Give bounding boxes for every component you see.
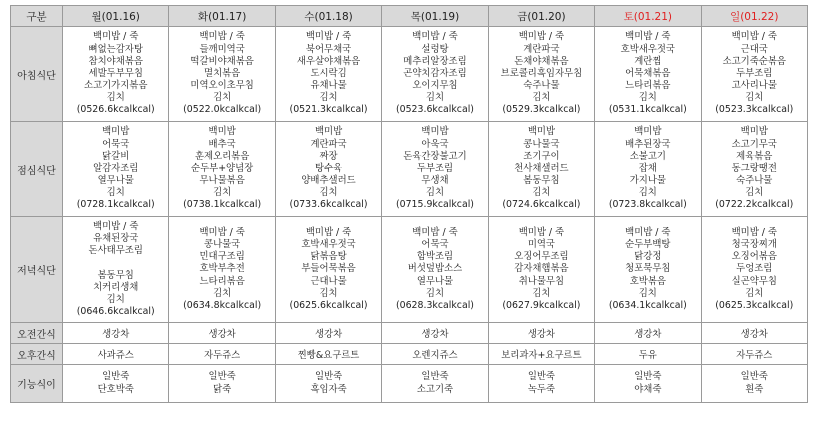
menu-item: 북어무채국 — [305, 43, 352, 55]
menu-item: 김치 — [425, 187, 445, 199]
lunch-cell-tue — [169, 122, 275, 217]
menu-item: 김치 — [532, 187, 551, 199]
menu-item: 멸치볶음 — [204, 67, 241, 79]
menu-item: (0526.6kcalkcal) — [76, 104, 155, 116]
menu-item: 돈채야채볶음 — [514, 55, 569, 67]
lunch-cell-sat — [595, 122, 701, 217]
menu-item: 백미밥 — [527, 126, 555, 138]
menu-item: 김치 — [638, 187, 657, 199]
menu-item: 어묵채볶음 — [625, 67, 671, 79]
menu-item: 일반죽 — [208, 371, 236, 383]
menu-item: 잡채 — [638, 162, 657, 174]
dinner-cell-wed — [275, 217, 381, 323]
menu-item: 양배추샐러드 — [301, 175, 356, 187]
menu-item: 백미밥 — [421, 126, 449, 138]
am-snack-row — [11, 323, 808, 344]
menu-item: 천사채샐러드 — [514, 162, 569, 174]
menu-item: 소고기죽순볶음 — [722, 55, 786, 67]
day-header-wed: 수(01.18) — [275, 6, 381, 27]
menu-item: 호박새우젓국 — [620, 43, 675, 55]
menu-item: 단호박죽 — [97, 383, 134, 395]
menu-item: 두부조림 — [736, 67, 773, 79]
menu-item: 백미밥 / 죽 — [93, 31, 139, 43]
menu-item: 녹두죽 — [527, 383, 555, 395]
menu-item: 백미밥 — [102, 126, 130, 138]
menu-item: (0627.9kcalkcal) — [502, 299, 581, 311]
lunch-row — [11, 122, 808, 217]
menu-item: 제육볶음 — [736, 150, 773, 162]
menu-item: 소고기가지볶음 — [84, 80, 148, 92]
menu-item: 백미밥 / 죽 — [412, 226, 458, 238]
menu-item: 김치 — [425, 287, 445, 299]
am-snack-cell-mon: 생강차 — [63, 323, 169, 344]
menu-item: 열무나물 — [97, 175, 134, 187]
weekly-menu-table — [10, 5, 808, 403]
menu-item: 미역국 — [527, 239, 555, 251]
lunch-cell-thu — [382, 122, 488, 217]
menu-item: 근대나물 — [310, 275, 347, 287]
pm-snack-row-label: 오후간식 — [11, 344, 63, 365]
menu-item: 유채나물 — [310, 80, 347, 92]
am-snack-row-label: 오전간식 — [11, 323, 63, 344]
menu-item: 계란파국 — [310, 138, 347, 150]
menu-item: 민대구조림 — [199, 251, 245, 263]
am-snack-cell-thu: 생강차 — [382, 323, 488, 344]
dinner-row-label: 저녁식단 — [11, 217, 63, 323]
day-header-mon: 월(01.16) — [63, 6, 169, 27]
menu-item: 감자채햄볶음 — [514, 263, 569, 275]
menu-item: 백미밥 — [740, 126, 768, 138]
menu-item: 김치 — [106, 187, 125, 199]
menu-item: 새우살야채볶음 — [296, 55, 361, 67]
special-cell-mon — [63, 365, 169, 403]
menu-item: 흑임자죽 — [310, 383, 347, 395]
menu-item: 김치 — [319, 92, 338, 104]
menu-item: 김치 — [745, 92, 764, 104]
menu-item: 봄동무침 — [523, 175, 560, 187]
menu-item: 청국장찌개 — [731, 239, 777, 251]
menu-item: (0628.3kcalkcal) — [395, 299, 474, 311]
menu-item: 뼈없는감자탕 — [88, 43, 143, 55]
menu-item: (0625.3kcalkcal) — [715, 299, 794, 311]
menu-item: (0733.6kcalkcal) — [289, 199, 368, 211]
menu-item: 김치 — [638, 92, 657, 104]
menu-item: 청포묵무침 — [625, 263, 671, 275]
menu-item: (0531.1kcalkcal) — [608, 104, 687, 116]
menu-item: 백미밥 — [634, 126, 662, 138]
day-header-tue: 화(01.17) — [169, 6, 275, 27]
special-cell-tue — [169, 365, 275, 403]
pm-snack-cell-thu: 오렌지쥬스 — [382, 344, 488, 365]
menu-item: 설렁탕 — [421, 43, 449, 55]
menu-item: 호박새우젓국 — [301, 239, 356, 251]
menu-item: 백미밥 / 죽 — [518, 31, 565, 43]
am-snack-cell-wed: 생강차 — [275, 323, 381, 344]
lunch-cell-fri — [488, 122, 594, 217]
menu-item: (0724.6kcalkcal) — [502, 199, 581, 211]
menu-item: 참치야채볶음 — [88, 55, 143, 67]
menu-item: 소고기죽 — [416, 383, 454, 395]
menu-item: 가지나물 — [629, 175, 666, 187]
menu-item: 백미밥 / 죽 — [625, 31, 671, 43]
menu-item: 백미밥 — [208, 126, 236, 138]
menu-item: 도시락김 — [310, 67, 347, 79]
menu-item: 순두부백탕 — [625, 239, 671, 251]
menu-item: 두부조림 — [416, 162, 454, 174]
menu-item: 소고기무국 — [731, 138, 777, 150]
header-row — [11, 6, 808, 27]
menu-item: 일반죽 — [314, 371, 343, 383]
menu-item: 김치 — [213, 187, 232, 199]
menu-item: (0715.9kcalkcal) — [395, 199, 474, 211]
menu-item: 오징어무조림 — [514, 251, 569, 263]
menu-item: 김치 — [106, 293, 125, 305]
menu-item: (0529.3kcalkcal) — [502, 104, 581, 116]
menu-item: 김치 — [745, 187, 764, 199]
menu-item: 훈제오리볶음 — [194, 150, 250, 162]
menu-item: 백미밥 / 죽 — [93, 220, 139, 232]
am-snack-cell-sun: 생강차 — [701, 323, 807, 344]
menu-item: 닭갈비 — [102, 150, 130, 162]
menu-item: (0634.8kcalkcal) — [183, 299, 262, 311]
pm-snack-cell-sat: 두유 — [595, 344, 701, 365]
menu-item: 백미밥 / 죽 — [412, 31, 458, 43]
menu-item: (0634.1kcalkcal) — [608, 299, 687, 311]
menu-item: 세발두부무침 — [88, 67, 143, 79]
menu-item: (0728.1kcalkcal) — [76, 199, 155, 211]
special-cell-sat — [595, 365, 701, 403]
menu-item: 메추리알장조림 — [403, 55, 467, 67]
menu-item: (0625.6kcalkcal) — [289, 299, 368, 311]
menu-item: 버섯덮밥소스 — [407, 263, 463, 275]
day-header-sun: 일(01.22) — [701, 6, 807, 27]
menu-item: 계란파국 — [523, 43, 560, 55]
am-snack-cell-fri: 생강차 — [488, 323, 594, 344]
menu-item: 김치 — [213, 287, 232, 299]
menu-item: 미역오이초무침 — [190, 80, 254, 92]
pm-snack-cell-wed: 찐빵&요구르트 — [275, 344, 381, 365]
menu-item: 짜장 — [319, 150, 338, 162]
menu-item: 두엉조림 — [736, 263, 773, 275]
menu-item: 계란찜 — [634, 55, 662, 67]
pm-snack-cell-tue: 자두쥬스 — [169, 344, 275, 365]
day-header-thu: 목(01.19) — [382, 6, 488, 27]
menu-item: 봄동무침 — [97, 269, 134, 281]
menu-item: 백미밥 — [314, 126, 343, 138]
dinner-cell-fri — [488, 217, 594, 323]
breakfast-cell-tue — [169, 27, 275, 122]
menu-item: 소불고기 — [629, 150, 666, 162]
menu-item: 숙주나물 — [736, 175, 773, 187]
menu-item: 어묵국 — [102, 138, 130, 150]
menu-item: 김치 — [319, 287, 338, 299]
menu-item: 들깨미역국 — [199, 43, 245, 55]
menu-item: 조기구이 — [523, 150, 560, 162]
menu-item: 취나물무침 — [518, 275, 565, 287]
lunch-row-label: 점심식단 — [11, 122, 63, 217]
menu-item: 어묵국 — [421, 239, 449, 251]
day-header-sat: 토(01.21) — [595, 6, 701, 27]
breakfast-cell-mon — [63, 27, 169, 122]
menu-item: 백미밥 / 죽 — [199, 31, 245, 43]
menu-item: 느타리볶음 — [199, 275, 245, 287]
menu-item: 백미밥 / 죽 — [518, 226, 565, 238]
menu-item: (0723.8kcalkcal) — [608, 199, 687, 211]
breakfast-cell-sun — [701, 27, 807, 122]
menu-item: 닭죽 — [213, 383, 232, 395]
menu-item: 닭강정 — [634, 251, 662, 263]
special-cell-thu — [382, 365, 488, 403]
menu-item: 실곤약무침 — [731, 275, 777, 287]
pm-snack-cell-sun: 자두쥬스 — [701, 344, 807, 365]
menu-item: 돈육간장불고기 — [403, 150, 467, 162]
dinner-cell-mon — [63, 217, 169, 323]
menu-item: 백미밥 / 죽 — [199, 226, 245, 238]
menu-item: 김치 — [532, 287, 551, 299]
breakfast-row — [11, 27, 808, 122]
menu-item: (0522.0kcalkcal) — [183, 104, 262, 116]
breakfast-row-label: 아침식단 — [11, 27, 63, 122]
menu-item: 느타리볶음 — [625, 80, 671, 92]
menu-item: 탕수육 — [314, 162, 343, 174]
menu-item: 야채죽 — [634, 383, 662, 395]
lunch-cell-sun — [701, 122, 807, 217]
menu-item: (0646.6kcalkcal) — [76, 306, 155, 318]
menu-item: 열무나물 — [416, 275, 454, 287]
menu-item: (0722.2kcalkcal) — [715, 199, 794, 211]
menu-item: 배추된장국 — [625, 138, 671, 150]
menu-item: 돈사태무조림 — [88, 245, 143, 257]
menu-item: 유채된장국 — [93, 232, 139, 244]
pm-snack-row — [11, 344, 808, 365]
menu-item: 백미밥 / 죽 — [625, 226, 671, 238]
breakfast-cell-wed — [275, 27, 381, 122]
am-snack-cell-sat: 생강차 — [595, 323, 701, 344]
dinner-cell-sat — [595, 217, 701, 323]
lunch-cell-mon — [63, 122, 169, 217]
menu-item: 김치 — [319, 187, 338, 199]
header-corner: 구분 — [11, 6, 63, 27]
menu-item: 숙주나물 — [523, 80, 560, 92]
menu-item: 부들어묵볶음 — [301, 263, 356, 275]
dinner-row — [11, 217, 808, 323]
pm-snack-cell-mon: 사과쥬스 — [63, 344, 169, 365]
day-header-fri: 금(01.20) — [488, 6, 594, 27]
menu-item: 치커리생채 — [93, 281, 139, 293]
menu-item: 호박부추전 — [199, 263, 245, 275]
menu-item: 김치 — [638, 287, 657, 299]
menu-item: 오이지무침 — [412, 80, 458, 92]
menu-item: 백미밥 / 죽 — [305, 226, 352, 238]
menu-item: 김치 — [213, 92, 232, 104]
menu-item: (0738.1kcalkcal) — [183, 199, 262, 211]
menu-item: 일반죽 — [421, 371, 449, 383]
menu-item: 백미밥 / 죽 — [305, 31, 352, 43]
menu-item: 아욱국 — [421, 138, 449, 150]
special-diet-row-label: 기능식이 — [11, 365, 63, 403]
special-cell-fri — [488, 365, 594, 403]
special-cell-sun — [701, 365, 807, 403]
menu-item: 흰죽 — [745, 383, 764, 395]
menu-item: 무생채 — [421, 175, 449, 187]
menu-item: 떡갈비야채볶음 — [190, 55, 254, 67]
am-snack-cell-tue: 생강차 — [169, 323, 275, 344]
menu-item: 근대국 — [740, 43, 768, 55]
breakfast-cell-thu — [382, 27, 488, 122]
menu-item: 김치 — [425, 92, 445, 104]
menu-item: 백미밥 / 죽 — [731, 31, 777, 43]
menu-item: 무나물볶음 — [199, 175, 245, 187]
menu-item: (0523.6kcalkcal) — [395, 104, 474, 116]
menu-item: 동그랑땡전 — [731, 162, 777, 174]
menu-item: 일반죽 — [527, 371, 555, 383]
menu-item: 브로콜리흑임자무침 — [500, 67, 583, 79]
menu-item: 곤약치감자조림 — [403, 67, 467, 79]
menu-item: 함박조림 — [416, 251, 454, 263]
menu-item: 김치 — [106, 92, 125, 104]
menu-item: 배추국 — [208, 138, 236, 150]
menu-item: 호박볶음 — [629, 275, 666, 287]
menu-item: (0521.3kcalkcal) — [289, 104, 368, 116]
lunch-cell-wed — [275, 122, 381, 217]
menu-item: 오징어볶음 — [731, 251, 777, 263]
breakfast-cell-sat — [595, 27, 701, 122]
menu-item: 김치 — [745, 287, 764, 299]
menu-item: 고사리나물 — [731, 80, 777, 92]
special-cell-wed — [275, 365, 381, 403]
menu-item: (0523.3kcalkcal) — [715, 104, 794, 116]
dinner-cell-tue — [169, 217, 275, 323]
menu-item: 알감자조림 — [93, 162, 139, 174]
menu-item: 백미밥 / 죽 — [731, 226, 777, 238]
dinner-cell-sun — [701, 217, 807, 323]
breakfast-cell-fri — [488, 27, 594, 122]
menu-item: 콩나물국 — [204, 239, 241, 251]
menu-item: 일반죽 — [102, 371, 130, 383]
special-diet-row — [11, 365, 808, 403]
menu-item: 김치 — [532, 92, 551, 104]
menu-item: 일반죽 — [740, 371, 768, 383]
pm-snack-cell-fri: 보리과자+요구르트 — [488, 344, 594, 365]
menu-item: 일반죽 — [634, 371, 662, 383]
menu-item: 콩나물국 — [523, 138, 560, 150]
menu-item: 순두부+양념장 — [191, 162, 254, 174]
menu-item: 닭볶음탕 — [310, 251, 347, 263]
dinner-cell-thu — [382, 217, 488, 323]
